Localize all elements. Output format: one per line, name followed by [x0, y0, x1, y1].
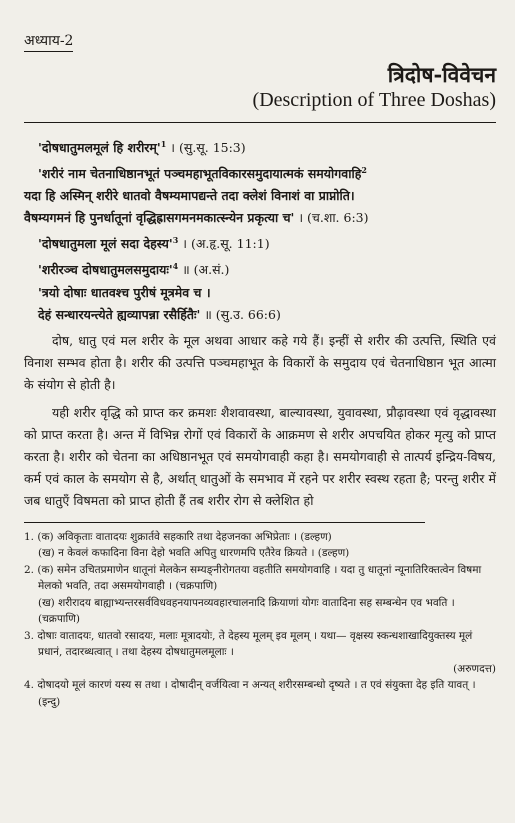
footnote-item: 2. (क) समेन उचितप्रमाणेन धातूनां मेलकेन सम्यङ्नीरोगतया वहतीति समयोगवाहि । यदा तु धातूनां न्यूनातिरिक्तत्वेन विषमा मेलको भवति, तदा असमयोगवाही । (चक्रपाणि) [24, 563, 482, 593]
quote-line: 'दोषधातुमलमूलं हि $शरीरम्'^1$ । (सु.सू. 15:3) [38, 139, 246, 156]
footnote-item: (ख) न केवलं कफादिना विना देहो भवति अपितु धारणमपि एतैरेव क्रियते । (डल्हण) [38, 547, 350, 560]
quote-line: 'त्रयो दोषाः धातवश्च पुरीषं मूत्रमेव च । [38, 284, 211, 300]
footnote-rule [24, 522, 425, 523]
quote-line: यदा हि अस्मिन् शरीरे धातवो वैषम्यमापद्यन्ते तदा क्लेशं विनाशं वा प्राप्नोति। [24, 188, 355, 204]
quote-line: 'शरीरं नाम चेतनाधिष्ठानभूतं पञ्चमहाभूतविकारसमुदायात्मकं समयोगवाहि$^2$ [38, 165, 367, 182]
body-paragraph: यही शरीर वृद्धि को प्राप्त कर क्रमशः शैशवावस्था, बाल्यावस्था, युवावस्था, प्रौढ़ावस्था एवं वृद्धावस्था को प्राप्त करता है। अन्त में विभिन्न रोगों एवं विकारों के आक्रमण से शरीर अपचयित होकर मृत्यु को प्राप्त करता है। शरीर को चेतना का अधिष्ठानभूत एवं समयोगवाही कहा है। समयोगवाही से तात्पर्य इन्द्रिय-विषय, कर्म एवं काल के समयोग से है, अर्थात् धातुओं के समभाव में रहने पर शरीर स्वस्थ रहता है; परन्तु शरीर में जब धातुएँ विषमता को प्राप्त होती हैं तब शरीर रोग से क्लेशित हो [24, 404, 496, 508]
quote-block [24, 133, 496, 326]
footnote-item: 4. दोषादयो मूलं कारणं यस्य स तथा । दोषादीन् वर्जयित्वा न अन्यत् शरीरसम्बन्धो दृष्यते । त एवं संयुक्ता देह इति यावत् । (इन्दु) [24, 679, 476, 708]
quote-line: वैषम्यगमनं हि पुनर्धातूनां वृद्धिह्रासगमनमकात्स्न्येन प्रकृत्या च' । (च.शा. 6:3) [24, 210, 369, 226]
footnote-author: (अरुणदत्त) [453, 662, 496, 675]
body-paragraph: दोष, धातु एवं मल शरीर के मूल अथवा आधार कहे गये हैं। इन्हीं से शरीर की उत्पत्ति, स्थिति एवं विनाश सम्भव होता है। शरीर की उत्पत्ति पञ्चमहाभूत के विकारों के समुदाय एवं चेतनाधिष्ठान भूत आत्मा के संयोग से होती है। [24, 332, 496, 392]
chapter-subtitle: (Description of Three Doshas) [252, 89, 496, 111]
quote-line: 'दोषधातुमला मूलं सदा $देहस्य'^3$ । (अ.हृ.सू. 11:1) [38, 235, 270, 252]
footnote-item: 1. (क) अविकृताः वातादयः शुक्रार्तवे सहकारि तथा देहजनका अभिप्रेताः । (डल्हण) [24, 530, 332, 543]
chapter-label: अध्याय-2 [24, 31, 73, 52]
page [24, 30, 496, 710]
footnote-item: 3. दोषाः वातादयः, धातवो रसादयः, मलाः मूत्रादयोः, ते देहस्य मूलम् इव मूलम् । यथा— वृक्षस्य स्कन्धशाखादियुक्तस्य मूलं प्रधानं, तदारब्धत्वात् । तथा देहस्य दोषधातुमलमूलाः । [24, 629, 473, 659]
quote-line: 'शरीरञ्च $दोषधातुमलसमुदायः'^4$ ॥ (अ.सं.) [38, 261, 230, 278]
footnotes [24, 529, 496, 711]
title-rule [24, 122, 496, 123]
quote-line: देहं सन्धारयन्त्येते ह्यव्यापन्ना रसैर्हितैः' ॥ (सु.उ. 66:6) [38, 306, 281, 322]
chapter-title: त्रिदोष-विवेचन [387, 62, 496, 87]
footnote-item: (ख) शरीरादय बाह्याभ्यन्तरसर्वविधवहनयापनव्यवहारचालनादि क्रियाणां योगः वातादिना सह सम्बन्धेन एव भवति । (चक्रपाणि) [38, 596, 455, 626]
